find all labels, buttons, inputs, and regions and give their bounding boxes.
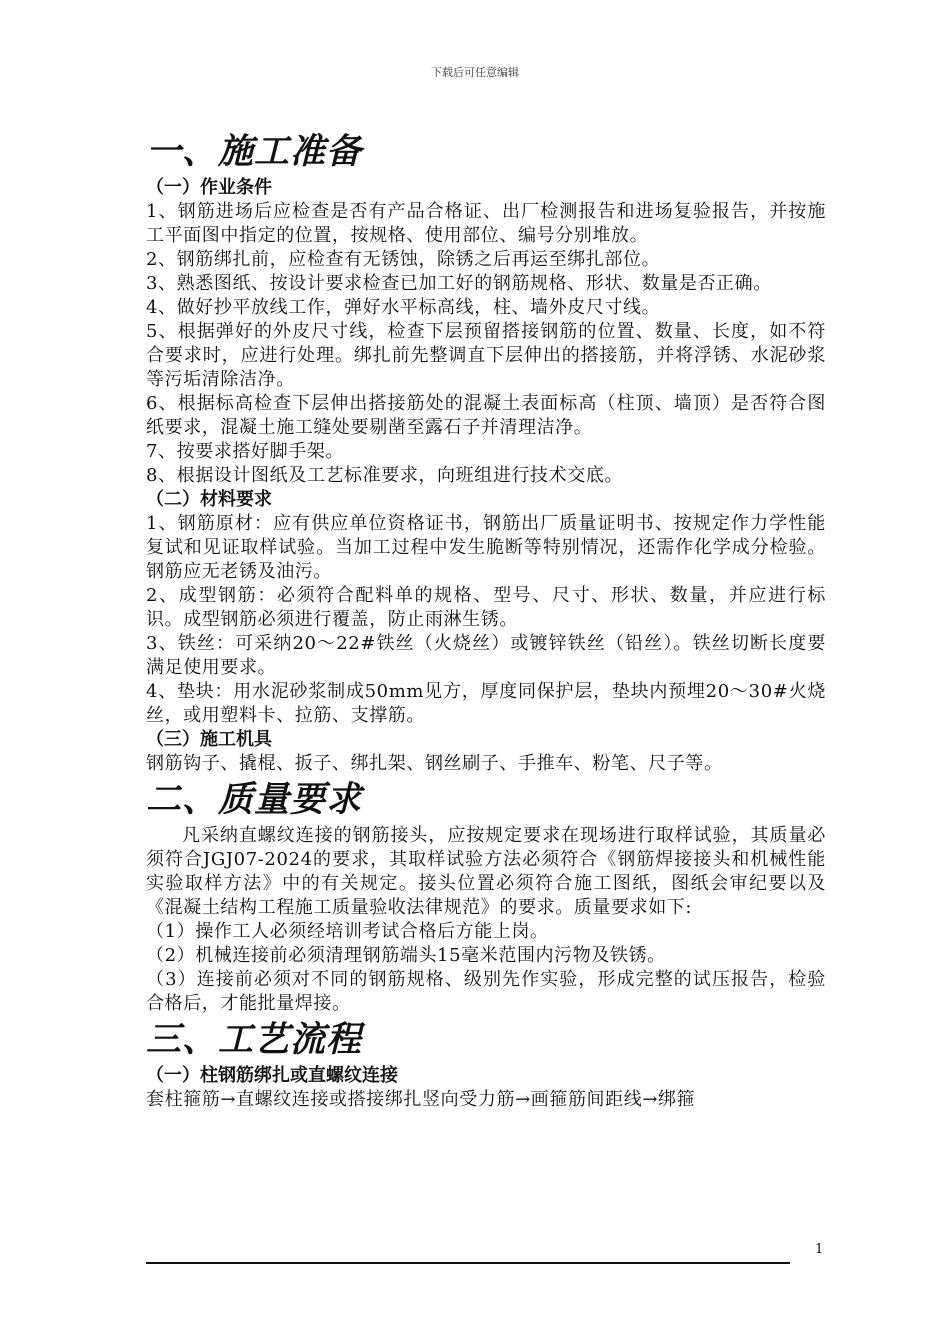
paragraph: 1、钢筋原材：应有供应单位资格证书，钢筋出厂质量证明书、按规定作力学性能复试和见证取样试验。当加工过程中发生脆断等特别情况，还需作化学成分检验。钢筋应无老锈及油污。: [146, 513, 826, 582]
page-number: 1: [815, 1242, 824, 1257]
paragraph: 套柱箍筋→直螺纹连接或搭接绑扎竖向受力筋→画箍筋间距线→绑箍: [146, 1089, 696, 1110]
paragraph: 5、根据弹好的外皮尺寸线，检查下层预留搭接钢筋的位置、数量、长度，如不符合要求时，应进行处理。绑扎前先整调直下层伸出的搭接筋，并将浮锈、水泥砂浆等污垢清除洁净。: [146, 321, 826, 390]
section-1-title: 一、施工准备: [146, 131, 363, 172]
paragraph: 2、钢筋绑扎前，应检查有无锈蚀，除锈之后再运至绑扎部位。: [146, 249, 661, 270]
footer-rule: [146, 1262, 790, 1264]
subsection-work-conditions: （一）作业条件: [146, 177, 272, 198]
subsection-materials: （二）材料要求: [146, 489, 272, 510]
list-item: （3）连接前必须对不同的钢筋规格、级别先作实验，形成完整的试压报告，检验合格后，才能批量焊接。: [146, 969, 826, 1014]
list-item: （1）操作工人必须经培训考试合格后方能上岗。: [146, 921, 549, 942]
paragraph: 3、铁丝：可采纳20～22#铁丝（火烧丝）或镀锌铁丝（铅丝）。铁丝切断长度要满足使用要求。: [146, 633, 826, 678]
paragraph: 1、钢筋进场后应检查是否有产品合格证、出厂检测报告和进场复验报告，并按施工平面图中指定的位置，按规格、使用部位、编号分别堆放。: [146, 201, 826, 246]
paragraph: 凡采纳直螺纹连接的钢筋接头，应按规定要求在现场进行取样试验，其质量必须符合JGJ07-2024的要求，其取样试验方法必须符合《钢筋焊接接头和机械性能实验取样方法》中的有关规定。接头位置必须符合施工图纸，图纸会审纪要以及《混凝土结构工程施工质量验收法律规范》的要求。质量要求如下:: [146, 825, 826, 918]
subsection-tools: （三）施工机具: [146, 729, 272, 750]
paragraph: 4、做好抄平放线工作，弹好水平标高线，柱、墙外皮尺寸线。: [146, 297, 661, 318]
paragraph: 2、成型钢筋：必须符合配料单的规格、型号、尺寸、形状、数量，并应进行标识。成型钢筋必须进行覆盖，防止雨淋生锈。: [146, 585, 826, 630]
paragraph: 7、按要求搭好脚手架。: [146, 441, 345, 462]
paragraph: 8、根据设计图纸及工艺标准要求，向班组进行技术交底。: [146, 465, 624, 486]
paragraph: 钢筋钩子、撬棍、扳子、绑扎架、钢丝刷子、手推车、粉笔、尺子等。: [146, 753, 723, 774]
section-2-title: 二、质量要求: [146, 779, 363, 820]
paragraph: 3、熟悉图纸、按设计要求检查已加工好的钢筋规格、形状、数量是否正确。: [146, 273, 772, 294]
list-item: （2）机械连接前必须清理钢筋端头15毫米范围内污物及铁锈。: [146, 945, 666, 966]
page-header: 下载后可任意编辑: [431, 66, 519, 79]
section-3-title: 三、工艺流程: [146, 1019, 363, 1060]
document-body: [146, 128, 826, 1112]
paragraph: 4、垫块：用水泥砂浆制成50mm见方，厚度同保护层，垫块内预埋20～30#火烧丝，或用塑料卡、拉筋、支撑筋。: [146, 681, 826, 726]
subsection-column-rebar: （一）柱钢筋绑扎或直螺纹连接: [146, 1065, 398, 1086]
paragraph: 6、根据标高检查下层伸出搭接筋处的混凝土表面标高（柱顶、墙顶）是否符合图纸要求，混凝土施工缝处要剔凿至露石子并清理洁净。: [146, 393, 826, 438]
